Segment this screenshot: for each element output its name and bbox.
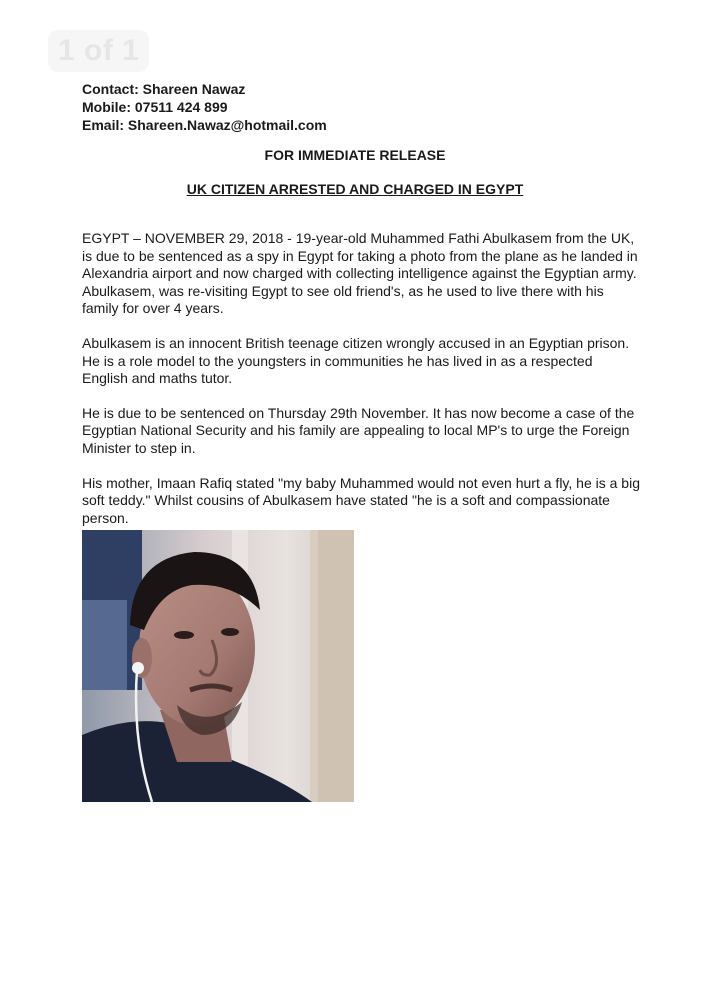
headline: UK CITIZEN ARRESTED AND CHARGED IN EGYPT [186,181,524,197]
release-label: FOR IMMEDIATE RELEASE [264,147,446,163]
portrait-photo [82,530,354,802]
article-body [82,230,642,544]
paragraph: EGYPT – NOVEMBER 29, 2018 - 19-year-old Muhammed Fathi Abulkasem from the UK, is due to be sentenced as a spy in Egypt for taking a photo from the plane as he landed in Alexandria airport and now charged with collecting intelligence against the Egyptian army. Abulkasem, was re-visiting Egypt to see old friend's, as he used to live there with his family for over 4 years. [82,230,638,317]
page-counter: 1 of 1 [48,30,149,72]
contact-name: Contact: Shareen Nawaz [82,81,246,97]
contact-block [82,80,327,134]
contact-mobile: Mobile: 07511 424 899 [82,99,228,115]
paragraph: Abulkasem is an innocent British teenage citizen wrongly accused in an Egyptian prison. He is a role model to the youngsters in communities he has lived in as a respected English and maths tutor. [82,334,630,387]
contact-email: Email: Shareen.Nawaz@hotmail.com [82,117,327,133]
paragraph: His mother, Imaan Rafiq stated "my baby Muhammed would not even hurt a fly, he is a big soft teddy." Whilst cousins of Abulkasem have stated "he is a soft and compassionate person. [82,474,640,526]
paragraph: He is due to be sentenced on Thursday 29th November. It has now become a case of the Egyptian National Security and his family are appealing to local MP's to urge the Foreign Minister to step in. [82,404,635,456]
